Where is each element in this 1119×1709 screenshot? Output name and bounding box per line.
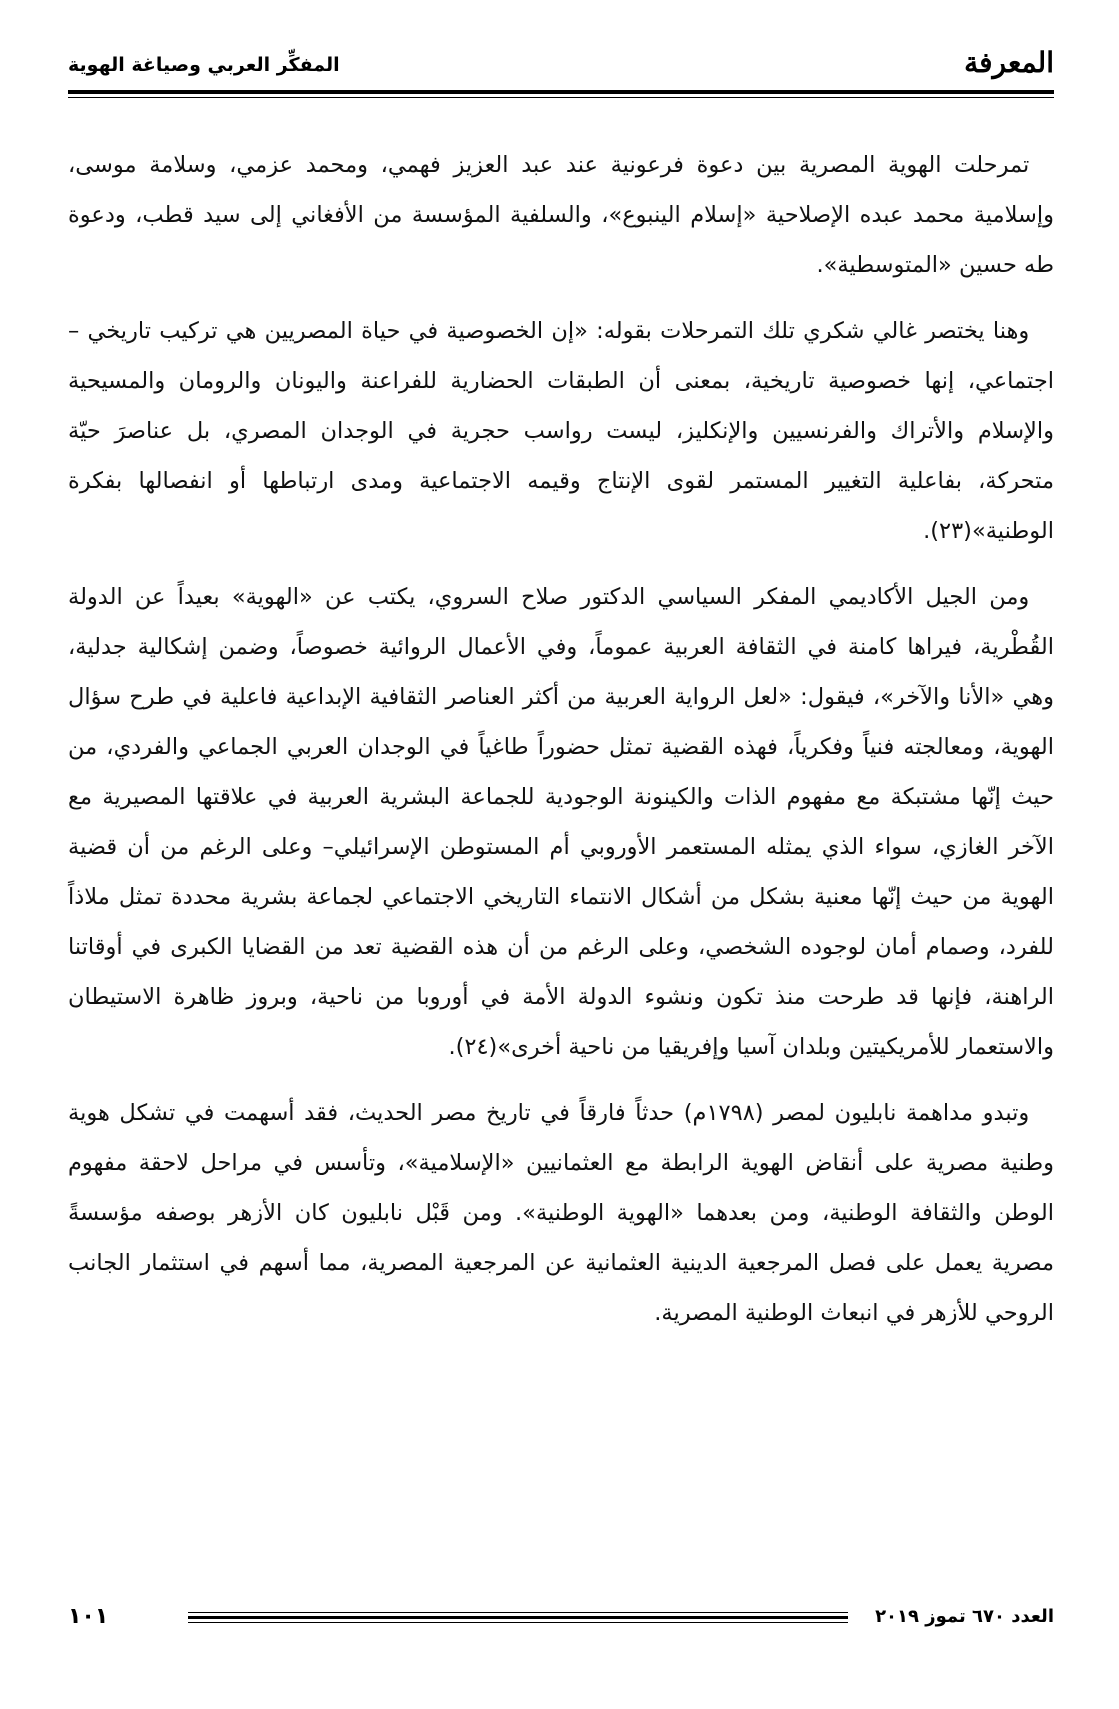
paragraph-3: ومن الجيل الأكاديمي المفكر السياسي الدكتور صلاح السروي، يكتب عن «الهوية» بعيداً عن الدولة القُطْرية، فيراها كامنة في الثقافة العربية عموماً، وفي الأعمال الروائية خصوصاً، وضمن إشكالية جدلية، وهي «الأنا والآخر»، فيقول: «لعل الرواية العربية من أكثر العناصر الثقافية الإبداعية فاعلية في طرح سؤال الهوية، ومعالجته فنياً وفكرياً، فهذه القضية تمثل حضوراً طاغياً في الوجدان العربي الجماعي والفردي، من حيث إنّها مشتبكة مع مفهوم الذات والكينونة الوجودية للجماعة البشرية العربية في علاقتها المصيرية مع الآخر الغازي، سواء الذي يمثله المستعمر الأوروبي أم المستوطن الإسرائيلي– وعلى الرغم من أن قضية الهوية من حيث إنّها معنية بشكل من أشكال الانتماء التاريخي الاجتماعي لجماعة بشرية محددة تمثل ملاذاً للفرد، وصمام أمان لوجوده الشخصي، وعلى الرغم من أن هذه القضية تعد من القضايا الكبرى في أوقاتنا الراهنة، فإنها قد طرحت منذ تكون ونشوء الدولة الأمة في أوروبا من ناحية، وبروز ظاهرة الاستيطان والاستعمار للأمريكيتين وبلدان آسيا وإفريقيا من ناحية أخرى»(٢٤). bbox=[68, 584, 1054, 1060]
paragraph-4: وتبدو مداهمة نابليون لمصر (١٧٩٨م) حدثاً فارقاً في تاريخ مصر الحديث، فقد أسهمت في تشكل هوية وطنية مصرية على أنقاض الهوية الرابطة مع العثمانيين «الإسلامية»، وتأسس في مراحل لاحقة مفهوم الوطن والثقافة الوطنية، ومن بعدهما «الهوية الوطنية». ومن قَبْل نابليون كان الأزهر بوصفه مؤسسةً مصرية يعمل على فصل المرجعية الدينية العثمانية عن المرجعية المصرية، مما أسهم في استثمار الجانب الروحي للأزهر في انبعاث الوطنية المصرية. bbox=[68, 1100, 1054, 1326]
running-title: المفكِّر العربي وصياغة الهوية bbox=[68, 54, 340, 76]
header-rule-thin bbox=[68, 97, 1054, 98]
paragraph-1: تمرحلت الهوية المصرية بين دعوة فرعونية عند عبد العزيز فهمي، ومحمد عزمي، وسلامة موسى، وإسلامية محمد عبده الإصلاحية «إسلام الينبوع»، والسلفية المؤسسة من الأفغاني إلى سيد قطب، ودعوة طه حسين «المتوسطية». bbox=[68, 152, 1054, 278]
footer-rule-top bbox=[188, 1612, 848, 1613]
issue-info: العدد ٦٧٠ تموز ٢٠١٩ bbox=[875, 1606, 1054, 1627]
paragraph-2: وهنا يختصر غالي شكري تلك التمرحلات بقوله: «إن الخصوصية في حياة المصريين هي تركيب تاريخي – اجتماعي، إنها خصوصية تاريخية، بمعنى أن الطبقات الحضارية للفراعنة واليونان والرومان والمسيحية والإسلام والأتراك والفرنسيين والإنكليز، ليست رواسب حجرية في الوجدان المصري، بل عناصرَ حيّة متحركة، بفاعلية التغيير المستمر لقوى الإنتاج وقيمه الاجتماعية ومدى ارتباطها أو انفصالها بفكرة الوطنية»(٢٣). bbox=[68, 318, 1054, 544]
page-number: ١٠١ bbox=[68, 1604, 109, 1629]
page-header bbox=[68, 40, 1054, 100]
page-footer bbox=[68, 1602, 1054, 1642]
footer-rule-middle bbox=[188, 1616, 848, 1619]
footer-rule-bottom bbox=[188, 1622, 848, 1623]
article-body bbox=[68, 140, 1054, 1354]
header-rule-thick bbox=[68, 90, 1054, 94]
magazine-logo: المعرفة bbox=[964, 46, 1054, 79]
